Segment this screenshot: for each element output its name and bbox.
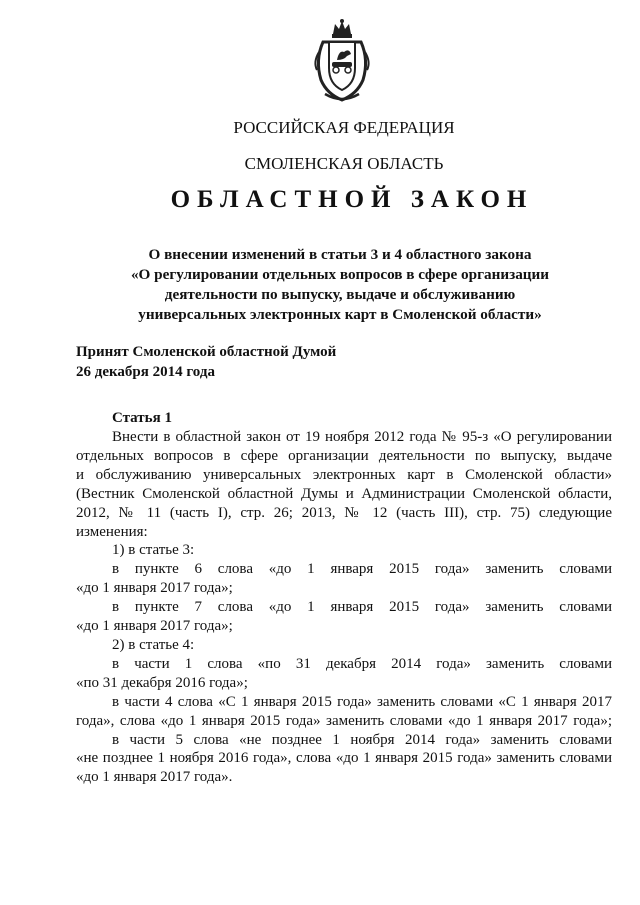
list-item: 2) в статье 4:	[112, 636, 195, 653]
country-name: РОССИЙСКАЯ ФЕДЕРАЦИЯ	[233, 118, 455, 137]
coat-of-arms-icon	[311, 18, 373, 102]
body-line: в пункте 6 слова «до 1 января 2015 года» заменить словами	[112, 561, 612, 578]
body-line: отдельных вопросов в сфере организации деятельности по выпуску, выдаче	[76, 447, 612, 464]
body-line: в части 1 слова «по 31 декабря 2014 года» заменить словами	[112, 655, 612, 672]
body-line: в пункте 7 слова «до 1 января 2015 года» заменить словами	[112, 599, 612, 616]
body-line: «до 1 января 2017 года»;	[76, 618, 233, 635]
body-line: изменения:	[76, 523, 148, 540]
document-type-title: ОБЛАСТНОЙ ЗАКОН	[170, 186, 534, 213]
body-line: «по 31 декабря 2016 года»;	[76, 674, 248, 691]
subject-line: универсальных электронных карт в Смоленской области»	[138, 306, 542, 323]
body-line: в части 4 слова «С 1 января 2015 года» заменить словами «С 1 января 2017	[112, 693, 612, 710]
article-body	[76, 428, 612, 787]
body-line: в части 5 слова «не позднее 1 ноября 2014 года» заменить словами	[112, 731, 612, 748]
law-subject	[90, 245, 590, 325]
body-line: «не позднее 1 ноября 2016 года», слова «до 1 января 2015 года» заменить словами	[76, 750, 612, 767]
body-line: (Вестник Смоленской областной Думы и Администрации Смоленской области,	[76, 485, 612, 502]
article-heading: Статья 1	[112, 410, 172, 426]
body-line: «до 1 января 2017 года».	[76, 769, 233, 786]
adoption-line: Принят Смоленской областной Думой	[76, 344, 337, 360]
adoption-info	[76, 342, 336, 382]
body-line: «до 1 января 2017 года»;	[76, 580, 233, 597]
list-item: 1) в статье 3:	[112, 542, 195, 559]
body-line: Внести в областной закон от 19 ноября 2012 года № 95-з «О регулировании	[112, 429, 612, 445]
subject-line: деятельности по выпуску, выдаче и обслуживанию	[164, 286, 516, 303]
region-name: СМОЛЕНСКАЯ ОБЛАСТЬ	[244, 154, 444, 173]
subject-line: «О регулировании отдельных вопросов в сфере организации	[130, 266, 550, 283]
body-line: 2012, № 11 (часть I), стр. 26; 2013, № 12 (часть III), стр. 75) следующие	[76, 504, 612, 521]
adoption-date: 26 декабря 2014 года	[76, 364, 215, 380]
body-line: и обслуживанию универсальных электронных карт в Смоленской области»	[76, 466, 612, 483]
subject-line: О внесении изменений в статьи 3 и 4 областного закона	[148, 246, 532, 263]
body-line: года», слова «до 1 января 2015 года» заменить словами «до 1 января 2017 года»;	[76, 712, 612, 729]
